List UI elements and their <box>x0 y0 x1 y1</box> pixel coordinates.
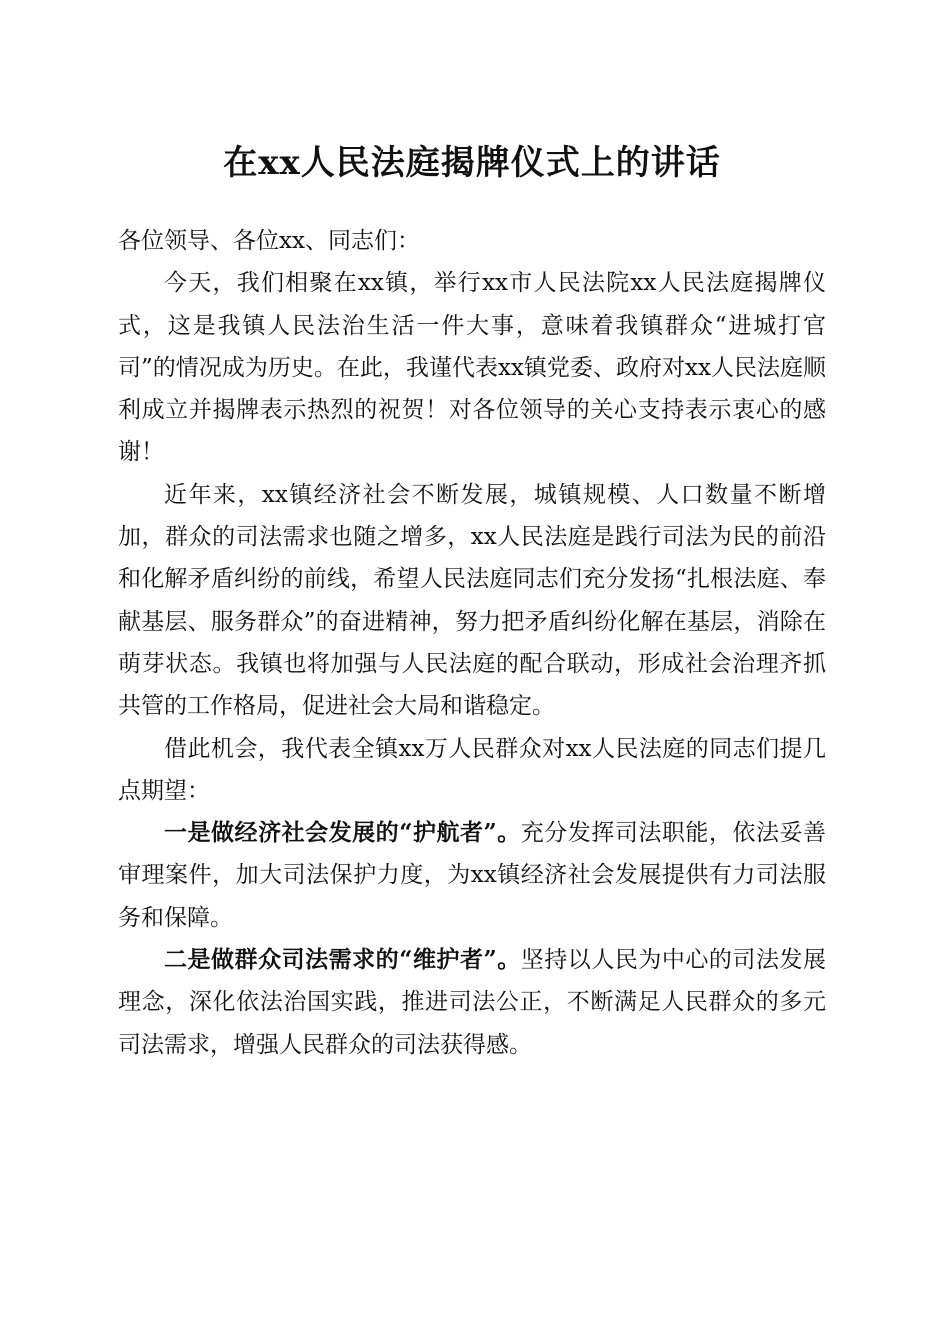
paragraph-expectation-two <box>118 939 826 1066</box>
salutation: 各位领导、各位xx、同志们： <box>118 228 420 254</box>
document-page <box>118 0 826 1066</box>
paragraph-opening: 今天，我们相聚在xx镇，举行xx市人民法院xx人民法庭揭牌仪式，这是我镇人民法治生活一件大事，意味着我镇群众“进城打官司”的情况成为历史。在此，我谨代表xx镇党委、政府对xx人民法庭顺利成立并揭牌表示热烈的祝贺！对各位领导的关心支持表示衷心的感谢！ <box>118 270 826 466</box>
paragraph-expectation-one <box>118 812 826 939</box>
expectation-one-text: 充分发挥司法职能，依法妥善审理案件，加大司法保护力度，为xx镇经济社会发展提供有力司法服务和保障。 <box>118 820 826 931</box>
expectation-one-heading: 一是做经济社会发展的“护航者”。 <box>164 819 521 847</box>
document-body <box>118 220 826 1066</box>
expectation-two-text: 坚持以人民为中心的司法发展理念，深化依法治国实践，推进司法公正，不断满足人民群众的多元司法需求，增强人民群众的司法获得感。 <box>118 947 826 1058</box>
document-title: 在xx人民法庭揭牌仪式上的讲话 <box>223 143 721 183</box>
expectation-two-heading: 二是做群众司法需求的“维护者”。 <box>164 946 521 974</box>
paragraph-expectations-intro: 借此机会，我代表全镇xx万人民群众对xx人民法庭的同志们提几点期望： <box>118 735 826 804</box>
paragraph-development: 近年来，xx镇经济社会不断发展，城镇规模、人口数量不断增加，群众的司法需求也随之增多，xx人民法庭是践行司法为民的前沿和化解矛盾纠纷的前线，希望人民法庭同志们充分发扬“扎根法庭、奉献基层、服务群众”的奋进精神，努力把矛盾纠纷化解在基层，消除在萌芽状态。我镇也将加强与人民法庭的配合联动，形成社会治理齐抓共管的工作格局，促进社会大局和谐稳定。 <box>118 481 826 720</box>
